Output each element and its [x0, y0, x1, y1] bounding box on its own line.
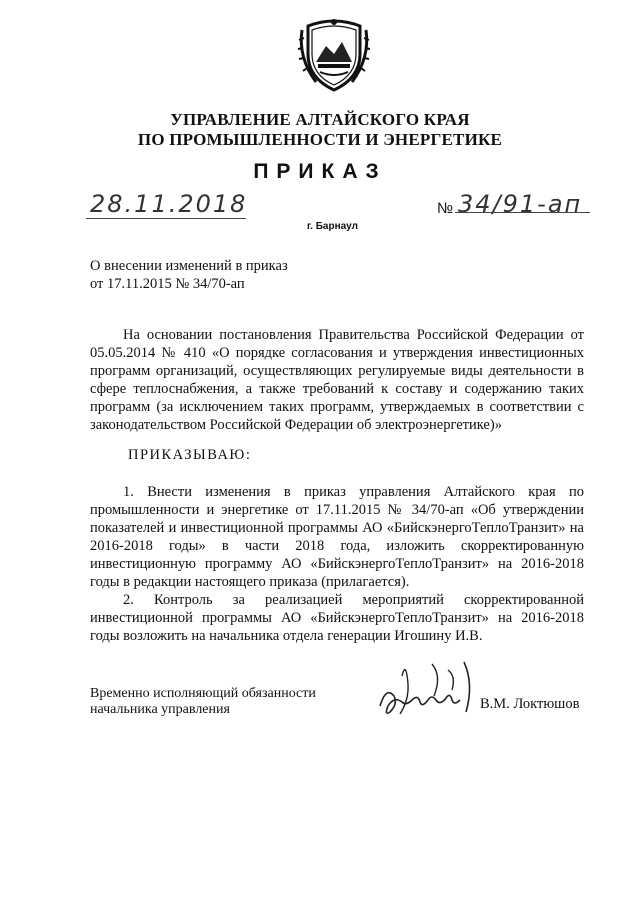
document-subject — [90, 257, 288, 293]
signatory-position — [90, 686, 316, 718]
order-item-1: 1. Внести изменения в приказ управления Алтайского края по промышленности и энергетике от 17.11.2015 № 34/70-ап «Об утверждении показателей и инвестиционной программы АО «БийскэнергоТеплоТранзит» на 2016-2018 годы» в части 2018 года, изложить скорректированную инвестиционную программу АО «БийскэнергоТеплоТранзит» на 2016-2018 годы в редакции настоящего приказа (прилагается). — [90, 484, 584, 590]
signatory-position-line1: Временно исполняющий обязанности — [90, 686, 316, 701]
date-underline — [86, 218, 246, 219]
document-type-title: ПРИКАЗ — [253, 160, 387, 183]
subject-line1: О внесении изменений в приказ — [90, 258, 288, 274]
number-underline — [455, 212, 590, 213]
subject-line2: от 17.11.2015 № 34/70-ап — [90, 276, 245, 292]
handwritten-date: 28.11.2018 — [90, 190, 248, 218]
signatory-name: В.М. Локтюшов — [480, 696, 580, 712]
decree-heading: ПРИКАЗЫВАЮ: — [128, 447, 252, 463]
order-items — [90, 483, 584, 645]
city-label: г. Барнаул — [307, 221, 358, 232]
handwritten-signature-icon — [372, 656, 482, 722]
organization-name-line2: ПО ПРОМЫШЛЕННОСТИ И ЭНЕРГЕТИКЕ — [137, 130, 503, 149]
organization-name-line1: УПРАВЛЕНИЕ АЛТАЙСКОГО КРАЯ — [170, 110, 470, 129]
preamble-paragraph — [90, 326, 584, 434]
preamble-text: На основании постановления Правительства Российской Федерации от 05.05.2014 № 410 «О порядке согласования и утверждения инвестиционных программ организаций, осуществляющих регулируемые виды деятельности в сфере теплоснабжения, а также требований к составу и содержанию таких программ (за исключением таких программ, утверждаемых в соответствии с законодательством Российской Федерации об электроэнергетике)» — [90, 327, 584, 433]
coat-of-arms-icon — [296, 18, 372, 94]
handwritten-order-number: 34/91-ап — [458, 190, 583, 218]
number-label: № — [437, 200, 454, 217]
signatory-position-line2: начальника управления — [90, 702, 230, 717]
order-item-2: 2. Контроль за реализацией мероприятий скорректированной инвестиционной программы АО «БийскэнергоТеплоТранзит» на 2016-2018 годы возложить на начальника отдела генерации Игошину И.В. — [90, 592, 584, 644]
